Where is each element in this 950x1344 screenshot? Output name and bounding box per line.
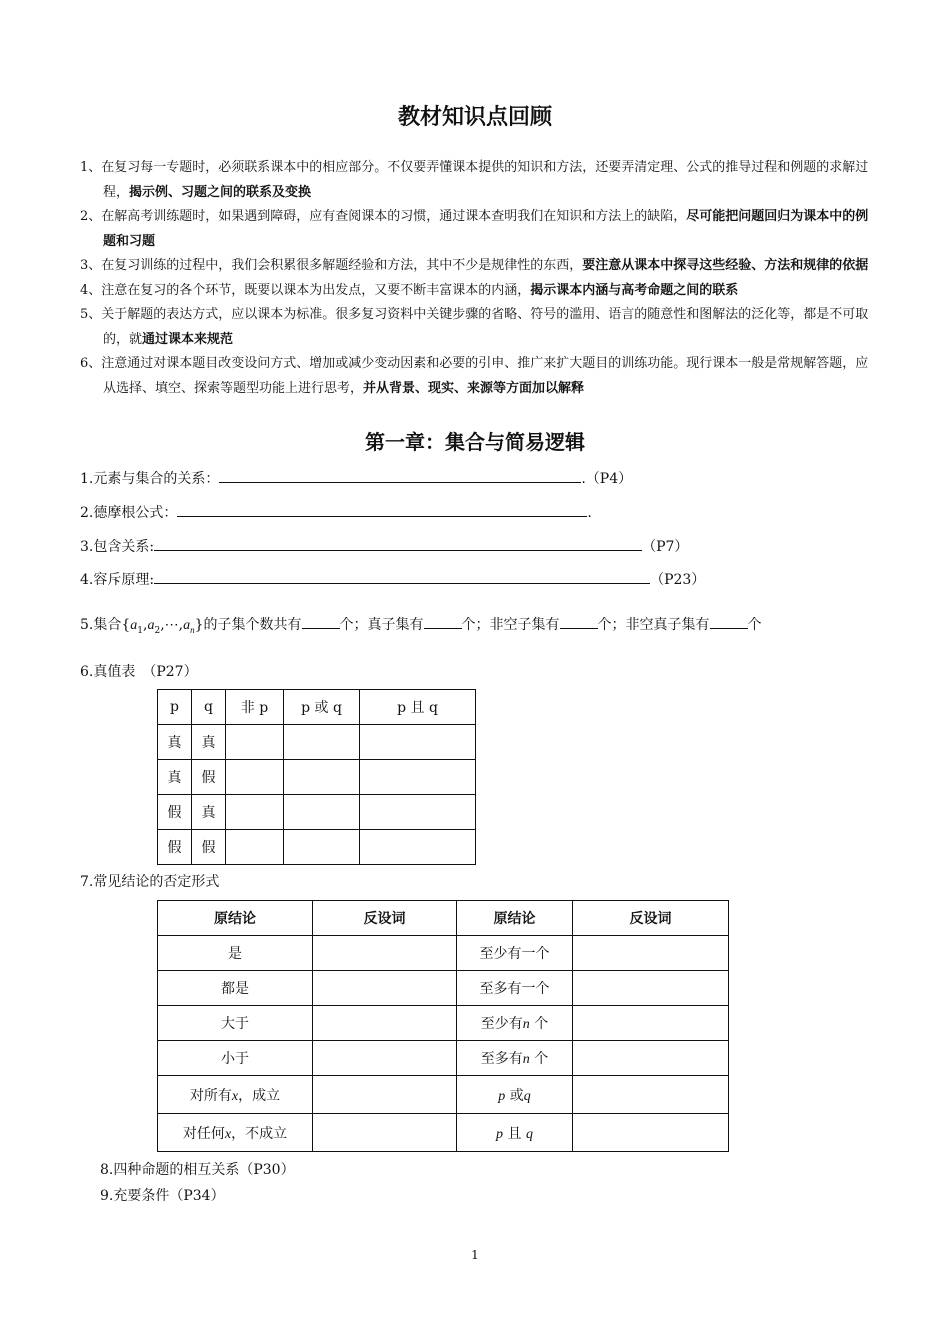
table-row (158, 830, 476, 865)
answer-blank[interactable] (424, 614, 462, 629)
answer-cell[interactable] (284, 830, 360, 865)
intro-item: 6、注意通过对课本题目改变设问方式、增加或减少变动因素和必要的引申、推广来扩大题目的训练功能。现行课本一般是常规解答题，应从选择、填空、探索等题型功能上进行思考，并从背景、现实、来源等方面加以解释 (80, 356, 869, 396)
answer-cell[interactable] (313, 971, 457, 1006)
page-number: 1 (471, 1248, 479, 1262)
answer-blank[interactable] (154, 569, 650, 584)
item-9: 9.充要条件（P34） (100, 1188, 225, 1204)
answer-cell[interactable] (313, 1006, 457, 1041)
header-cell: p 且 q (360, 690, 476, 725)
header-cell: p (158, 690, 192, 725)
table-cell: p 或q (457, 1076, 573, 1114)
table-cell: 假 (158, 795, 192, 830)
item-6: 6.真值表 （P27） (80, 664, 198, 680)
document-title: 教材知识点回顾 (397, 105, 552, 130)
table-cell: 真 (192, 725, 226, 760)
answer-cell[interactable] (313, 1076, 457, 1114)
table-row (158, 971, 729, 1006)
table-cell: 对任何x，不成立 (158, 1114, 313, 1152)
item-5: 5.集合$\{a_1,a_2,\cdots,a_n\}$的子集个数共有 个；真子集有 个；非空子集有 个；非空真子集有 个 (80, 614, 762, 636)
answer-blank[interactable] (710, 614, 748, 629)
table-cell: 真 (158, 725, 192, 760)
item-7: 7.常见结论的否定形式 (80, 874, 220, 890)
table-cell: 都是 (158, 971, 313, 1006)
answer-cell[interactable] (573, 1041, 729, 1076)
item-4: 4.容斥原理: （P23） (80, 569, 705, 589)
item-3: 3.包含关系: （P7） (80, 536, 688, 556)
intro-item: 1、在复习每一专题时，必须联系课本中的相应部分。不仅要弄懂课本提供的知识和方法，还要弄清定理、公式的推导过程和例题的求解过程，揭示例、习题之间的联系及变换 (80, 160, 869, 200)
answer-cell[interactable] (573, 1076, 729, 1114)
answer-blank[interactable] (219, 468, 581, 483)
intro-item: 5、关于解题的表达方式，应以课本为标准。很多复习资料中关键步骤的省略、符号的滥用、语言的随意性和图解法的泛化等，都是不可取的，就通过课本来规范 (80, 307, 869, 347)
table-cell: 小于 (158, 1041, 313, 1076)
answer-cell[interactable] (284, 795, 360, 830)
table-cell: 至少有一个 (457, 936, 573, 971)
answer-blank[interactable] (177, 502, 587, 517)
answer-cell[interactable] (226, 760, 284, 795)
answer-cell[interactable] (226, 725, 284, 760)
table-cell: 真 (158, 760, 192, 795)
table-cell: 至多有一个 (457, 971, 573, 1006)
answer-cell[interactable] (360, 725, 476, 760)
table-cell: 对所有x，成立 (158, 1076, 313, 1114)
header-cell: 反设词 (573, 901, 729, 936)
intro-item: 2、在解高考训练题时，如果遇到障碍，应有查阅课本的习惯，通过课本查明我们在知识和方法上的缺陷，尽可能把问题回归为课本中的例题和习题 (80, 209, 869, 249)
header-cell: 原结论 (457, 901, 573, 936)
header-cell: p 或 q (284, 690, 360, 725)
answer-cell[interactable] (284, 760, 360, 795)
table-row (158, 725, 476, 760)
header-cell: 原结论 (158, 901, 313, 936)
table-cell: 至多有n 个 (457, 1041, 573, 1076)
answer-cell[interactable] (573, 936, 729, 971)
table-cell: p 且 q (457, 1114, 573, 1152)
answer-cell[interactable] (573, 1006, 729, 1041)
table-cell: 真 (192, 795, 226, 830)
answer-cell[interactable] (226, 830, 284, 865)
answer-cell[interactable] (573, 971, 729, 1006)
intro-item: 3、在复习训练的过程中，我们会积累很多解题经验和方法，其中不少是规律性的东西，要注意从课本中探寻这些经验、方法和规律的依据 (80, 258, 869, 273)
table-row (158, 1041, 729, 1076)
answer-cell[interactable] (360, 830, 476, 865)
answer-cell[interactable] (313, 1041, 457, 1076)
table-cell: 是 (158, 936, 313, 971)
table-row (158, 1076, 729, 1114)
table-cell: 至少有n 个 (457, 1006, 573, 1041)
table-row (158, 1006, 729, 1041)
answer-cell[interactable] (284, 725, 360, 760)
item-8: 8.四种命题的相互关系（P30） (100, 1162, 295, 1178)
table-header-row (158, 901, 729, 936)
negation-table (157, 900, 729, 1152)
intro-list (80, 156, 870, 401)
answer-cell[interactable] (313, 1114, 457, 1152)
truth-table (157, 689, 476, 865)
table-row (158, 936, 729, 971)
answer-blank[interactable] (560, 614, 598, 629)
chapter-title: 第一章：集合与简易逻辑 (365, 430, 585, 454)
answer-cell[interactable] (360, 795, 476, 830)
table-cell: 假 (192, 830, 226, 865)
answer-blank[interactable] (302, 614, 340, 629)
answer-cell[interactable] (226, 795, 284, 830)
intro-item: 4、注意在复习的各个环节，既要以课本为出发点，又要不断丰富课本的内涵，揭示课本内涵与高考命题之间的联系 (80, 282, 739, 298)
header-cell: 反设词 (313, 901, 457, 936)
header-cell: 非 p (226, 690, 284, 725)
answer-blank[interactable] (154, 536, 642, 551)
table-row (158, 795, 476, 830)
item-1: 1.元素与集合的关系： .（P4） (80, 468, 632, 488)
table-row (158, 760, 476, 795)
answer-cell[interactable] (360, 760, 476, 795)
table-cell: 大于 (158, 1006, 313, 1041)
table-row (158, 1114, 729, 1152)
header-cell: q (192, 690, 226, 725)
table-header-row (158, 690, 476, 725)
answer-cell[interactable] (313, 936, 457, 971)
answer-cell[interactable] (573, 1114, 729, 1152)
table-cell: 假 (158, 830, 192, 865)
item-2: 2.德摩根公式： . (80, 502, 592, 522)
table-cell: 假 (192, 760, 226, 795)
